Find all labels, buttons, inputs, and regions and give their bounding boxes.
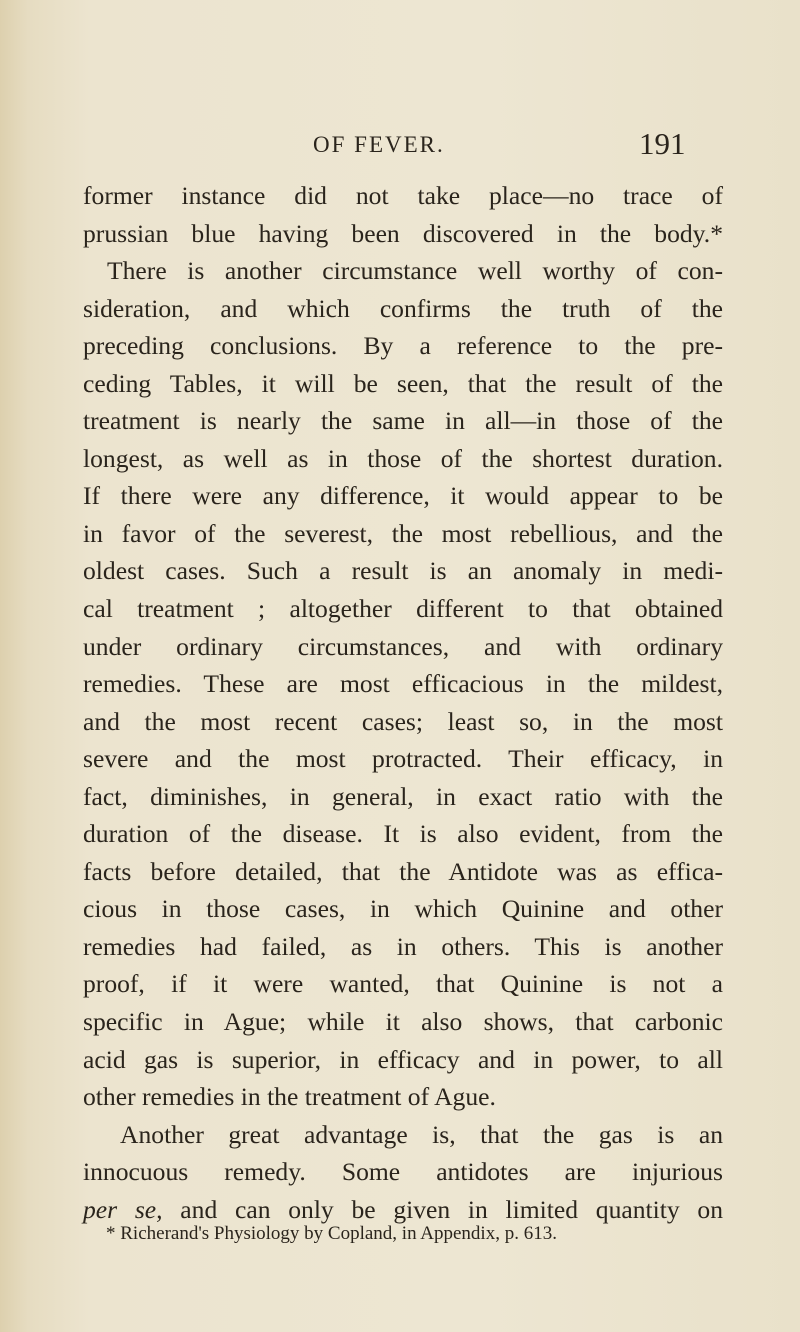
text-line: proof, if it were wanted, that Quinine is not a xyxy=(83,969,723,999)
text-line: acid gas is superior, in efficacy and in power, to all xyxy=(83,1044,723,1074)
text-line: innocuous remedy. Some antidotes are injurious xyxy=(83,1157,723,1187)
text-line: If there were any difference, it would appear to be xyxy=(83,481,723,511)
text-line: There is another circumstance well worthy of con- xyxy=(107,256,723,286)
text-line: prussian blue having been discovered in the body.* xyxy=(83,218,723,248)
page-header xyxy=(0,128,800,164)
text-line: cal treatment ; altogether different to that obtained xyxy=(83,594,723,624)
text-line: oldest cases. Such a result is an anomaly in medi- xyxy=(83,556,723,586)
text-line-remainder: and can only be given in limited quantity on xyxy=(180,1194,723,1224)
text-line: remedies had failed, as in others. This is another xyxy=(83,931,723,961)
page-number: 191 xyxy=(639,126,686,161)
italic-phrase: per se, xyxy=(83,1194,163,1224)
text-line: in favor of the severest, the most rebellious, and the xyxy=(83,518,723,548)
text-line: under ordinary circumstances, and with ordinary xyxy=(83,631,723,661)
text-line: Another great advantage is, that the gas is an xyxy=(120,1119,723,1149)
body-text xyxy=(83,177,723,1228)
text-line: duration of the disease. It is also evident, from the xyxy=(83,819,723,849)
footnote: * Richerand's Physiology by Copland, in Appendix, p. 613. xyxy=(106,1223,557,1244)
text-line: preceding conclusions. By a reference to the pre- xyxy=(83,331,723,361)
text-line: treatment is nearly the same in all—in those of the xyxy=(83,406,723,436)
running-title: OF FEVER. xyxy=(313,132,445,157)
text-line: ceding Tables, it will be seen, that the result of the xyxy=(83,368,723,398)
text-line: specific in Ague; while it also shows, that carbonic xyxy=(83,1007,723,1037)
text-line: remedies. These are most efficacious in the mildest, xyxy=(83,669,723,699)
text-line: former instance did not take place—no trace of xyxy=(83,181,723,210)
text-line: and the most recent cases; least so, in the most xyxy=(83,706,723,736)
text-line: other remedies in the treatment of Ague. xyxy=(83,1082,496,1112)
text-line: sideration, and which confirms the truth of the xyxy=(83,293,723,323)
text-line: fact, diminishes, in general, in exact ratio with the xyxy=(83,781,723,811)
text-line: cious in those cases, in which Quinine and other xyxy=(83,894,723,924)
text-line: longest, as well as in those of the shortest duration. xyxy=(83,443,723,473)
text-line: facts before detailed, that the Antidote was as effica- xyxy=(83,856,723,886)
text-line: severe and the most protracted. Their efficacy, in xyxy=(83,744,723,774)
